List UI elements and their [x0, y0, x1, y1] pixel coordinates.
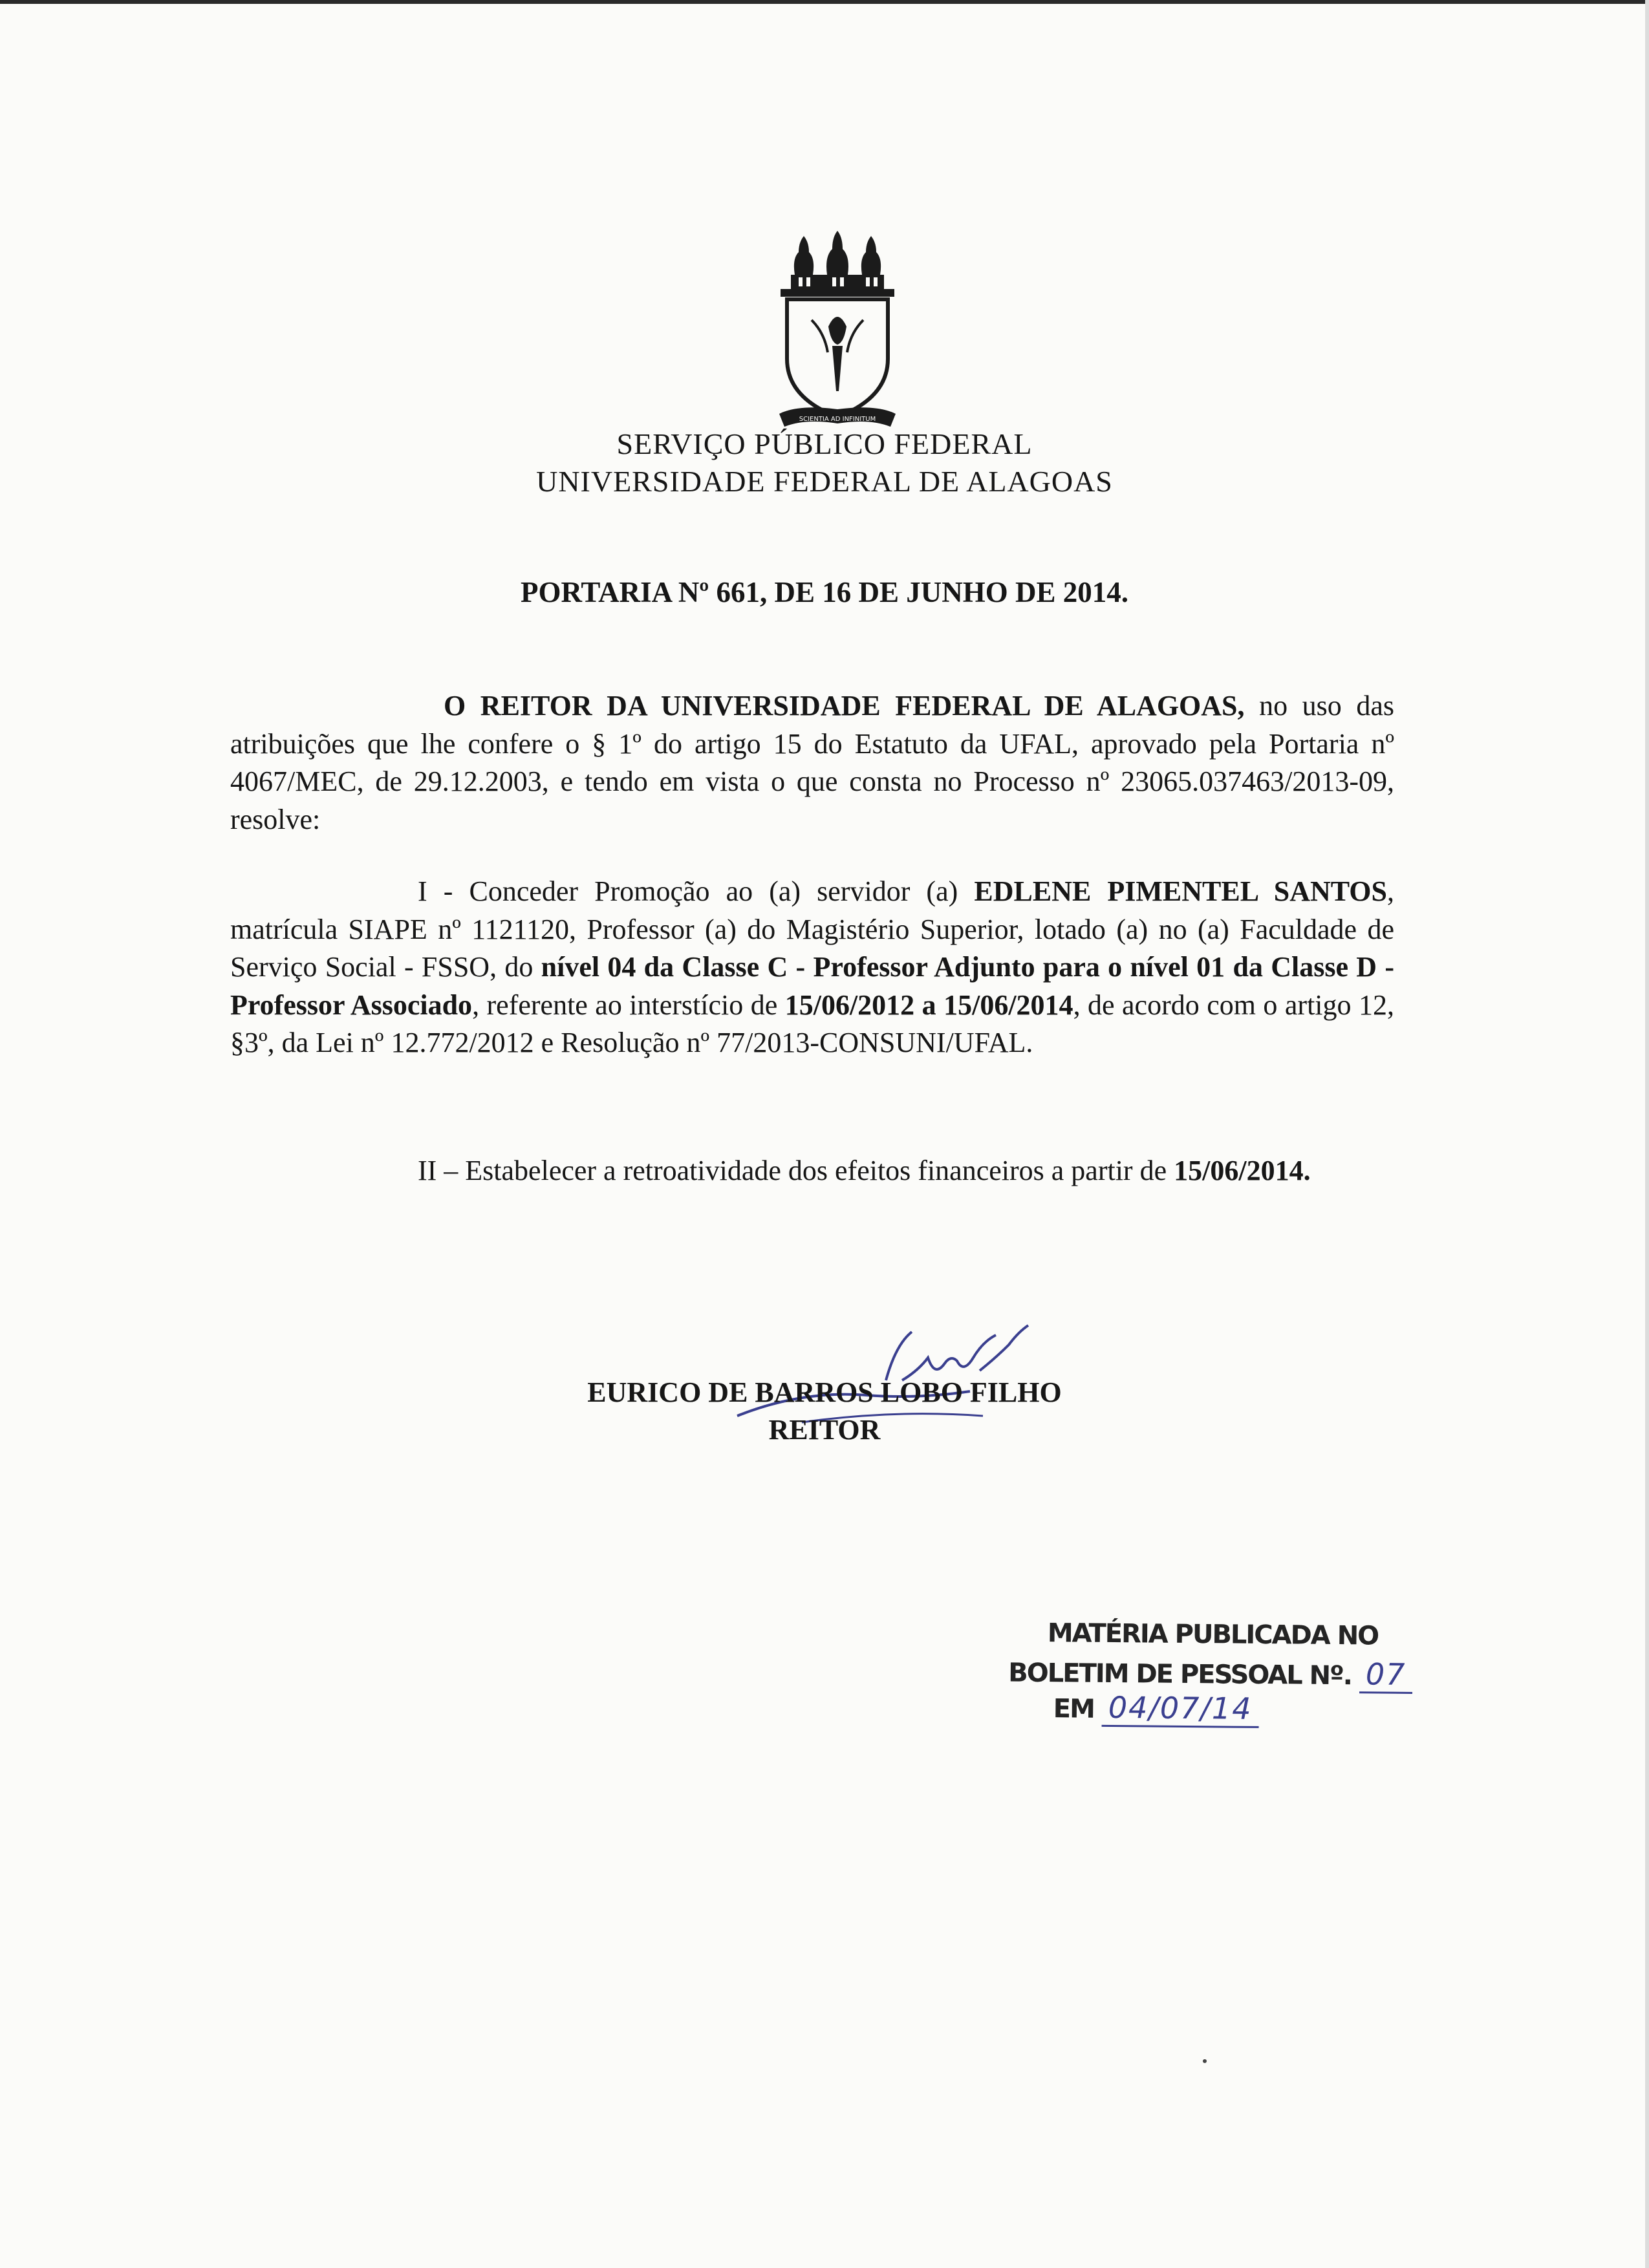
ink-dot — [1203, 2059, 1207, 2063]
page-edge-right — [1645, 0, 1649, 2268]
crest-motto: SCIENTIA AD INFINITUM — [799, 416, 876, 423]
preamble-bold: O REITOR DA UNIVERSIDADE FEDERAL DE ALAGOAS, — [444, 690, 1245, 722]
stamp-line-3 — [1053, 1689, 1259, 1726]
signatory-name: EURICO DE BARROS LOBO FILHO — [587, 1376, 1062, 1408]
servant-name: EDLENE PIMENTEL SANTOS — [974, 875, 1387, 907]
promotion-levels: nível 04 da Classe C - Professor Adjunto para o nível 01 da Classe D - Professor Associado — [230, 951, 1394, 1021]
article-1-text-2: , matrícula SIAPE nº 1121120, Professor (a) do Magistério Superior, lotado (a) no (a) Faculdade de Serviço Social - FSSO, do — [230, 875, 1394, 983]
article-1-text-1: I - Conceder Promoção ao (a) servidor (a) — [418, 875, 975, 907]
interstice-period: 15/06/2012 a 15/06/2014 — [784, 989, 1073, 1021]
university-crest — [773, 230, 902, 443]
stamp-line-2 — [1008, 1654, 1413, 1692]
article-1-text-3: , referente ao interstício de — [472, 989, 785, 1021]
stamp-date-label: EM — [1053, 1694, 1095, 1724]
preamble-text: no uso das atribuições que lhe confere o § 1º do artigo 15 do Estatuto da UFAL, aprovado pela Portaria nº 4067/MEC, de 29.12.2003, e tendo em vista o que consta no Processo nº 23065.037463/2013-09, resolve: — [230, 690, 1394, 835]
stamp-date: 04/07/14 — [1102, 1690, 1259, 1728]
retroactive-date: 15/06/2014. — [1174, 1155, 1311, 1186]
page-edge — [0, 0, 1649, 4]
preamble-paragraph — [230, 687, 1394, 839]
stamp-bulletin-number: 07 — [1359, 1656, 1413, 1694]
signatory-title: REITOR — [768, 1414, 881, 1446]
header-line-1: SERVIÇO PÚBLICO FEDERAL — [616, 427, 1033, 460]
header-line-2: UNIVERSIDADE FEDERAL DE ALAGOAS — [536, 465, 1113, 498]
stamp-line-1: MATÉRIA PUBLICADA NO — [1047, 1618, 1379, 1651]
article-2-paragraph — [230, 1152, 1394, 1190]
publication-stamp — [1008, 1618, 1406, 1726]
portaria-title: PORTARIA Nº 661, DE 16 DE JUNHO DE 2014. — [521, 576, 1128, 608]
article-1-text-4: , de acordo com o artigo 12, §3º, da Lei nº 12.772/2012 e Resolução nº 77/2013-CONSUNI/UFAL. — [230, 989, 1394, 1058]
article-1-paragraph — [230, 873, 1394, 1062]
article-2-text: II – Estabelecer a retroatividade dos efeitos financeiros a partir de — [418, 1155, 1174, 1186]
stamp-bulletin-label: BOLETIM DE PESSOAL Nº. — [1008, 1658, 1352, 1691]
